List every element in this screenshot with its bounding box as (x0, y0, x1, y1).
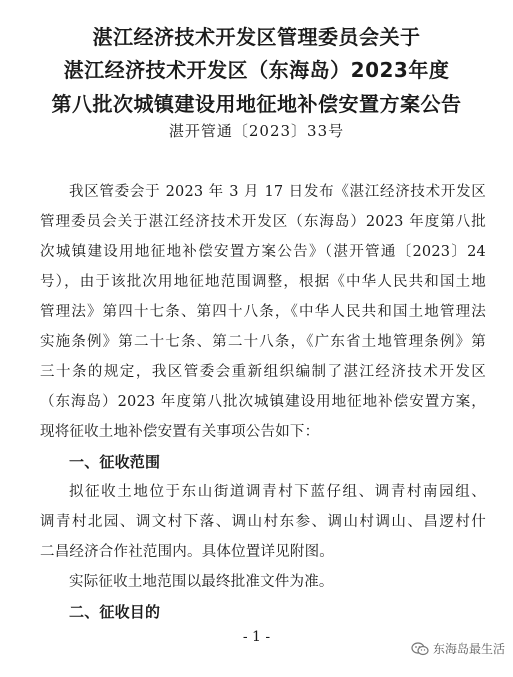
section-heading-1: 一、征收范围 (69, 453, 161, 471)
text-line: （东海岛）2023 年度第八批次城镇建设用地征地补偿安置方案， (40, 394, 486, 410)
paragraph-3: 实际征收土地范围以最终批准文件为准。 (69, 574, 334, 590)
text-line: 管理委员会关于湛江经济技术开发区（东海岛）2023 年度第八批 (40, 214, 486, 230)
document-number: 湛开管通〔2023〕33号 (168, 122, 345, 140)
title-line-1: 湛江经济技术开发区管理委员会关于 (92, 25, 421, 49)
watermark-text: 东海岛最生活 (432, 642, 505, 656)
text-line: 二昌经济合作社范围内。具体位置详见附图。 (40, 544, 334, 560)
page-number: - 1 - (242, 629, 271, 645)
title-line-3: 第八批次城镇建设用地征地补偿安置方案公告 (51, 92, 462, 116)
text-line: 调青村北园、调文村下落、调山村东参、调山村调山、昌逻村什 (40, 514, 486, 530)
text-line: 管理法》第四十七条、第四十八条，《中华人民共和国土地管理法 (40, 304, 486, 320)
document-body (40, 177, 486, 627)
text-line: 号），由于该批次用地征地范围调整，根据《中华人民共和国土地 (40, 274, 486, 290)
text-line: 现将征收土地补偿安置有关事项公告如下： (40, 424, 320, 440)
text-line: 拟征收土地位于东山街道调青村下蓝仔组、调青村南园组、 (69, 484, 486, 500)
text-line: 实施条例》第二十七条、第二十八条，《广东省土地管理条例》第 (40, 334, 486, 350)
wechat-icon (411, 642, 429, 656)
paragraph-2 (40, 477, 486, 567)
watermark (411, 640, 505, 657)
text-line: 次城镇建设用地征地补偿安置方案公告》（湛开管通〔2023〕24 (40, 244, 486, 260)
text-line: 三十条的规定，我区管委会重新组织编制了湛江经济技术开发区 (40, 364, 486, 380)
text-line: 我区管委会于 2023 年 3 月 17 日发布《湛江经济技术开发区 (69, 184, 486, 200)
section-heading-2: 二、征收目的 (69, 603, 161, 621)
title-line-2: 湛江经济技术开发区（东海岛）2023年度 (63, 58, 450, 82)
paragraph-1 (40, 177, 486, 447)
